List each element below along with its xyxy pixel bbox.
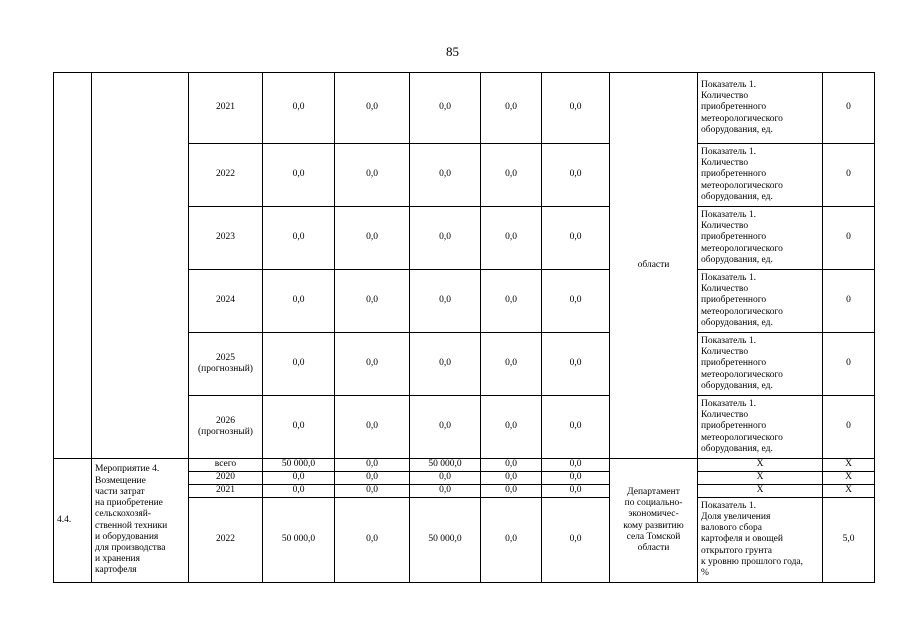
value-local: 0,0 (481, 396, 542, 459)
department-cell: Департамент по социально- экономичес- кому развитию села Томской области (610, 459, 698, 583)
indicator-cell: Показатель 1. Количество приобретенного метеорологического оборудования, ед. (698, 270, 823, 333)
value-other: 0,0 (542, 396, 610, 459)
value-local: 0,0 (481, 472, 542, 485)
value-other: 0,0 (542, 498, 610, 583)
indicator-cell: Показатель 1. Количество приобретенного метеорологического оборудования, ед. (698, 396, 823, 459)
year-cell: 2021 (189, 485, 263, 498)
indicator-cell: Показатель 1. Количество приобретенного метеорологического оборудования, ед. (698, 207, 823, 270)
value-other: 0,0 (542, 472, 610, 485)
value-regional: 0,0 (410, 207, 481, 270)
value-local: 0,0 (481, 485, 542, 498)
indicator-cell: Показатель 1. Количество приобретенного метеорологического оборудования, ед. (698, 73, 823, 144)
value-total: 0,0 (263, 485, 335, 498)
value-other: 0,0 (542, 207, 610, 270)
target-cell: 0 (823, 270, 875, 333)
year-cell: 2024 (189, 270, 263, 333)
page-number: 85 (446, 44, 459, 59)
indicator-cell: Показатель 1. Доля увеличения валового сбора картофеля и овощей открытого грунта к уровню прошлого года, % (698, 498, 823, 583)
year-cell: всего (189, 459, 263, 472)
value-federal: 0,0 (335, 207, 410, 270)
value-regional: 0,0 (410, 472, 481, 485)
value-other: 0,0 (542, 485, 610, 498)
year-cell: 2020 (189, 472, 263, 485)
target-cell: 5,0 (823, 498, 875, 583)
value-other: 0,0 (542, 270, 610, 333)
value-total: 0,0 (263, 144, 335, 207)
value-local: 0,0 (481, 333, 542, 396)
target-cell: 0 (823, 207, 875, 270)
year-cell: 2022 (189, 144, 263, 207)
indicator-cell: X (698, 472, 823, 485)
value-local: 0,0 (481, 144, 542, 207)
target-cell: 0 (823, 73, 875, 144)
indicator-cell: X (698, 459, 823, 472)
value-regional: 0,0 (410, 73, 481, 144)
value-total: 0,0 (263, 270, 335, 333)
measure-title-cell (92, 73, 189, 459)
value-local: 0,0 (481, 498, 542, 583)
indicator-cell: Показатель 1. Количество приобретенного метеорологического оборудования, ед. (698, 144, 823, 207)
value-regional: 50 000,0 (410, 459, 481, 472)
target-cell: X (823, 459, 875, 472)
value-total: 0,0 (263, 472, 335, 485)
value-total: 0,0 (263, 333, 335, 396)
value-federal: 0,0 (335, 333, 410, 396)
target-cell: 0 (823, 396, 875, 459)
value-federal: 0,0 (335, 270, 410, 333)
value-regional: 50 000,0 (410, 498, 481, 583)
value-other: 0,0 (542, 333, 610, 396)
value-regional: 0,0 (410, 333, 481, 396)
value-federal: 0,0 (335, 485, 410, 498)
value-local: 0,0 (481, 73, 542, 144)
value-federal: 0,0 (335, 498, 410, 583)
value-regional: 0,0 (410, 396, 481, 459)
target-cell: X (823, 485, 875, 498)
value-total: 50 000,0 (263, 498, 335, 583)
measure-title-cell: Мероприятие 4. Возмещение части затрат на приобретение сельскохозяй- ственной техники и оборудования для производства и хранения картофеля (92, 459, 189, 583)
table-row (54, 73, 875, 144)
measure-number-cell: 4.4. (54, 459, 92, 583)
value-local: 0,0 (481, 270, 542, 333)
value-total: 0,0 (263, 396, 335, 459)
department-cell: области (610, 73, 698, 459)
measure-number-cell (54, 73, 92, 459)
value-federal: 0,0 (335, 396, 410, 459)
value-federal: 0,0 (335, 472, 410, 485)
value-other: 0,0 (542, 73, 610, 144)
value-total: 50 000,0 (263, 459, 335, 472)
year-cell: 2022 (189, 498, 263, 583)
value-regional: 0,0 (410, 270, 481, 333)
year-cell: 2023 (189, 207, 263, 270)
value-regional: 0,0 (410, 144, 481, 207)
value-federal: 0,0 (335, 73, 410, 144)
target-cell: 0 (823, 144, 875, 207)
target-cell: X (823, 472, 875, 485)
year-cell: 2025 (прогнозный) (189, 333, 263, 396)
program-table (53, 72, 875, 583)
value-total: 0,0 (263, 73, 335, 144)
value-total: 0,0 (263, 207, 335, 270)
value-local: 0,0 (481, 207, 542, 270)
indicator-cell: X (698, 485, 823, 498)
indicator-cell: Показатель 1. Количество приобретенного метеорологического оборудования, ед. (698, 333, 823, 396)
value-other: 0,0 (542, 459, 610, 472)
table-row (54, 459, 875, 472)
target-cell: 0 (823, 333, 875, 396)
value-other: 0,0 (542, 144, 610, 207)
value-regional: 0,0 (410, 485, 481, 498)
year-cell: 2021 (189, 73, 263, 144)
value-federal: 0,0 (335, 144, 410, 207)
value-federal: 0,0 (335, 459, 410, 472)
value-local: 0,0 (481, 459, 542, 472)
year-cell: 2026 (прогнозный) (189, 396, 263, 459)
